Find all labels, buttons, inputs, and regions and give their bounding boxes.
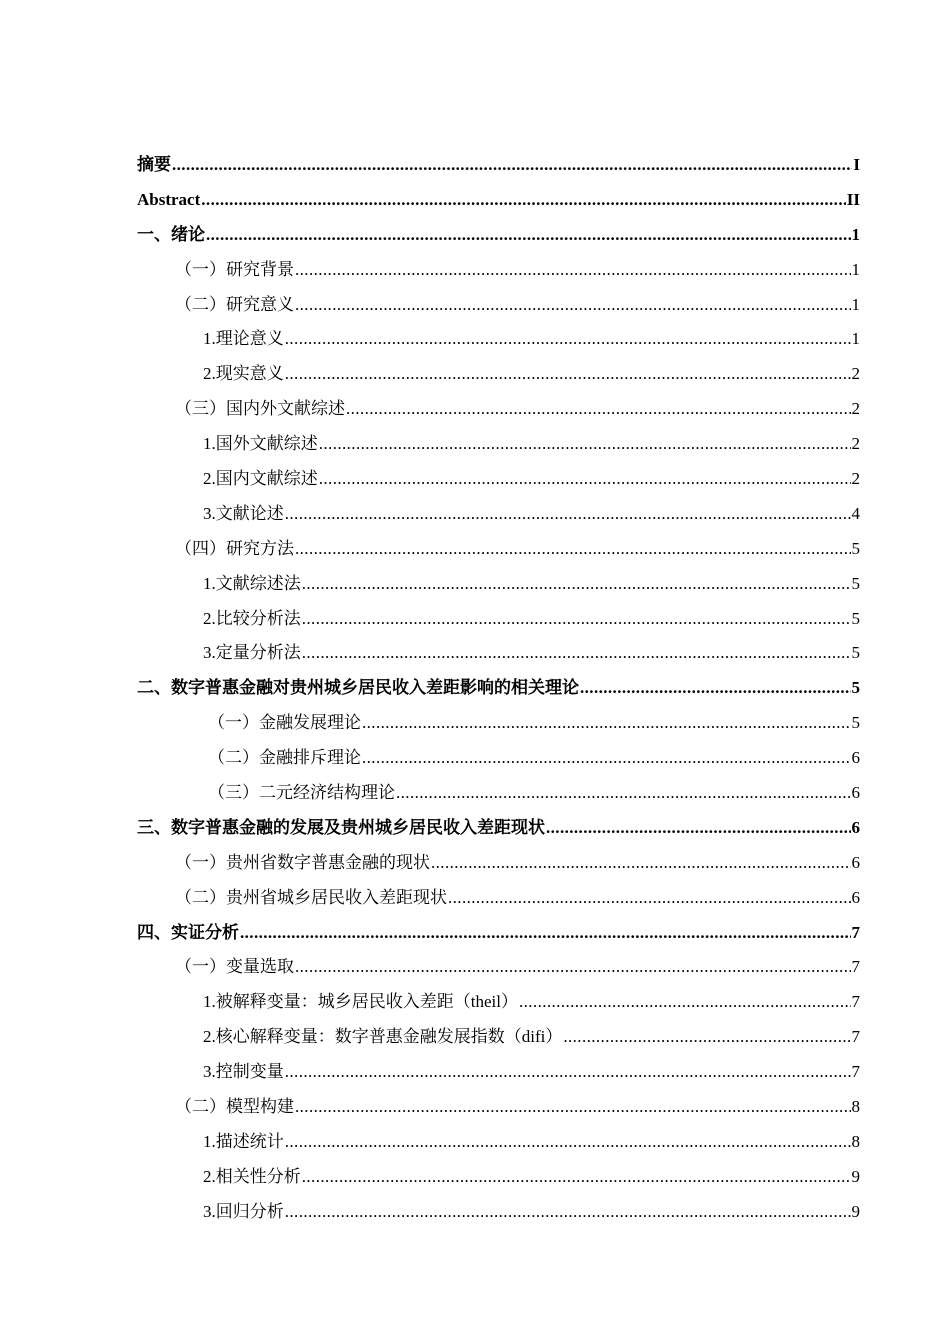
toc-entry-page: 2 xyxy=(851,469,860,489)
toc-entry-page: 2 xyxy=(851,399,860,419)
toc-dot-leader xyxy=(285,357,851,392)
toc-entry[interactable] xyxy=(137,1160,860,1195)
toc-entry[interactable] xyxy=(137,392,860,427)
toc-entry[interactable] xyxy=(137,567,860,602)
toc-entry-page: 6 xyxy=(851,887,860,907)
toc-entry-title: （一）变量选取 xyxy=(175,957,294,977)
toc-dot-leader xyxy=(295,950,851,985)
toc-entry-page: 1 xyxy=(851,329,860,349)
toc-entry-title: （一）研究背景 xyxy=(175,259,294,279)
toc-entry-page: 7 xyxy=(851,957,860,977)
toc-dot-leader xyxy=(206,218,851,253)
toc-entry-page: 4 xyxy=(851,503,860,523)
toc-entry-page: I xyxy=(853,155,860,174)
toc-entry[interactable] xyxy=(137,462,860,497)
toc-entry-title: （一）贵州省数字普惠金融的现状 xyxy=(175,852,430,872)
toc-entry-page: 1 xyxy=(851,259,860,279)
toc-entry-title: 四、实证分析 xyxy=(137,922,239,942)
toc-entry-title: （二）研究意义 xyxy=(175,294,294,314)
toc-entry-title: 1.文献综述法 xyxy=(203,573,301,593)
toc-entry[interactable] xyxy=(137,148,860,183)
toc-dot-leader xyxy=(319,427,851,462)
toc-entry[interactable] xyxy=(137,288,860,323)
toc-dot-leader xyxy=(302,1160,851,1195)
toc-entry-page: 2 xyxy=(851,364,860,384)
toc-entry-page: 1 xyxy=(851,224,860,244)
toc-dot-leader xyxy=(295,288,851,323)
toc-dot-leader xyxy=(563,1020,850,1055)
toc-entry[interactable] xyxy=(137,218,860,253)
toc-dot-leader xyxy=(285,497,851,532)
table-of-contents xyxy=(137,148,860,1230)
toc-dot-leader xyxy=(295,1090,851,1125)
toc-entry-title: 3.定量分析法 xyxy=(203,643,301,663)
toc-entry-page: 9 xyxy=(851,1166,860,1186)
toc-dot-leader xyxy=(319,462,851,497)
toc-entry[interactable] xyxy=(137,811,860,846)
toc-entry-title: 2.核心解释变量：数字普惠金融发展指数（difi） xyxy=(203,1027,563,1047)
toc-entry-page: 7 xyxy=(851,992,860,1012)
toc-entry-title: Abstract xyxy=(137,189,201,209)
toc-entry-page: 5 xyxy=(851,713,860,733)
toc-entry[interactable] xyxy=(137,916,860,951)
toc-entry[interactable] xyxy=(137,1020,860,1055)
toc-entry[interactable] xyxy=(137,357,860,392)
toc-entry[interactable] xyxy=(137,427,860,462)
toc-entry[interactable] xyxy=(137,532,860,567)
toc-entry-title: 3.回归分析 xyxy=(203,1201,284,1221)
toc-entry-page: 7 xyxy=(851,922,860,942)
toc-dot-leader xyxy=(302,602,851,637)
toc-entry-page: 5 xyxy=(851,538,860,558)
toc-entry-title: 3.控制变量 xyxy=(203,1062,284,1082)
toc-dot-leader xyxy=(172,148,852,183)
toc-entry[interactable] xyxy=(137,881,860,916)
toc-dot-leader xyxy=(240,916,851,951)
toc-entry-page: 1 xyxy=(851,294,860,314)
toc-dot-leader xyxy=(302,567,851,602)
toc-entry[interactable] xyxy=(137,671,860,706)
toc-entry-title: 三、数字普惠金融的发展及贵州城乡居民收入差距现状 xyxy=(137,817,545,837)
toc-entry-page: 7 xyxy=(851,1062,860,1082)
toc-entry-page: 2 xyxy=(851,434,860,454)
toc-entry[interactable] xyxy=(137,1195,860,1230)
toc-dot-leader xyxy=(431,846,851,881)
toc-dot-leader xyxy=(362,706,851,741)
toc-dot-leader xyxy=(448,881,851,916)
toc-entry[interactable] xyxy=(137,253,860,288)
toc-entry[interactable] xyxy=(137,1125,860,1160)
toc-entry[interactable] xyxy=(137,950,860,985)
toc-entry-title: （四）研究方法 xyxy=(175,538,294,558)
toc-entry-title: 一、绪论 xyxy=(137,224,205,244)
toc-dot-leader xyxy=(396,776,851,811)
toc-entry-page: 5 xyxy=(851,573,860,593)
toc-dot-leader xyxy=(580,671,851,706)
toc-dot-leader xyxy=(295,532,851,567)
toc-dot-leader xyxy=(285,1195,851,1230)
toc-entry-page: 8 xyxy=(851,1131,860,1151)
toc-entry[interactable] xyxy=(137,636,860,671)
toc-entry-title: 二、数字普惠金融对贵州城乡居民收入差距影响的相关理论 xyxy=(137,678,579,698)
toc-entry-title: 3.文献论述 xyxy=(203,503,284,523)
toc-entry[interactable] xyxy=(137,497,860,532)
toc-dot-leader xyxy=(201,183,846,218)
toc-entry[interactable] xyxy=(137,322,860,357)
toc-entry-title: 1.被解释变量：城乡居民收入差距（theil） xyxy=(203,992,518,1012)
toc-entry[interactable] xyxy=(137,846,860,881)
toc-entry-title: 2.国内文献综述 xyxy=(203,469,318,489)
toc-entry[interactable] xyxy=(137,602,860,637)
toc-entry[interactable] xyxy=(137,741,860,776)
toc-entry[interactable] xyxy=(137,1055,860,1090)
toc-entry-page: 7 xyxy=(851,1027,860,1047)
toc-dot-leader xyxy=(302,636,851,671)
toc-entry-page: 6 xyxy=(851,748,860,768)
toc-entry-page: 6 xyxy=(851,817,860,837)
toc-entry-title: （三）二元经济结构理论 xyxy=(208,783,395,803)
toc-dot-leader xyxy=(346,392,851,427)
toc-dot-leader xyxy=(285,322,851,357)
toc-entry-page: 5 xyxy=(851,678,860,698)
toc-entry-title: （二）模型构建 xyxy=(175,1097,294,1117)
toc-entry[interactable] xyxy=(137,1090,860,1125)
toc-dot-leader xyxy=(362,741,851,776)
toc-entry-title: 2.比较分析法 xyxy=(203,608,301,628)
toc-entry-title: 摘要 xyxy=(137,155,171,174)
toc-dot-leader xyxy=(285,1125,851,1160)
toc-entry[interactable] xyxy=(137,183,860,218)
toc-entry-title: 2.相关性分析 xyxy=(203,1166,301,1186)
toc-entry-title: （一）金融发展理论 xyxy=(208,713,361,733)
toc-entry-title: （二）金融排斥理论 xyxy=(208,748,361,768)
toc-entry-title: 2.现实意义 xyxy=(203,364,284,384)
toc-dot-leader xyxy=(285,1055,851,1090)
toc-entry[interactable] xyxy=(137,776,860,811)
toc-dot-leader xyxy=(295,253,851,288)
toc-entry-title: （三）国内外文献综述 xyxy=(175,399,345,419)
toc-entry-title: 1.国外文献综述 xyxy=(203,434,318,454)
toc-entry-page: II xyxy=(846,189,860,209)
toc-entry-page: 8 xyxy=(851,1097,860,1117)
toc-entry-page: 9 xyxy=(851,1201,860,1221)
toc-entry-title: （二）贵州省城乡居民收入差距现状 xyxy=(175,887,447,907)
toc-dot-leader xyxy=(546,811,851,846)
toc-entry[interactable] xyxy=(137,706,860,741)
toc-entry-title: 1.描述统计 xyxy=(203,1131,284,1151)
toc-entry-page: 5 xyxy=(851,608,860,628)
toc-dot-leader xyxy=(519,985,851,1020)
toc-entry-page: 6 xyxy=(851,852,860,872)
toc-entry-title: 1.理论意义 xyxy=(203,329,284,349)
toc-entry-page: 5 xyxy=(851,643,860,663)
toc-entry-page: 6 xyxy=(851,783,860,803)
toc-entry[interactable] xyxy=(137,985,860,1020)
